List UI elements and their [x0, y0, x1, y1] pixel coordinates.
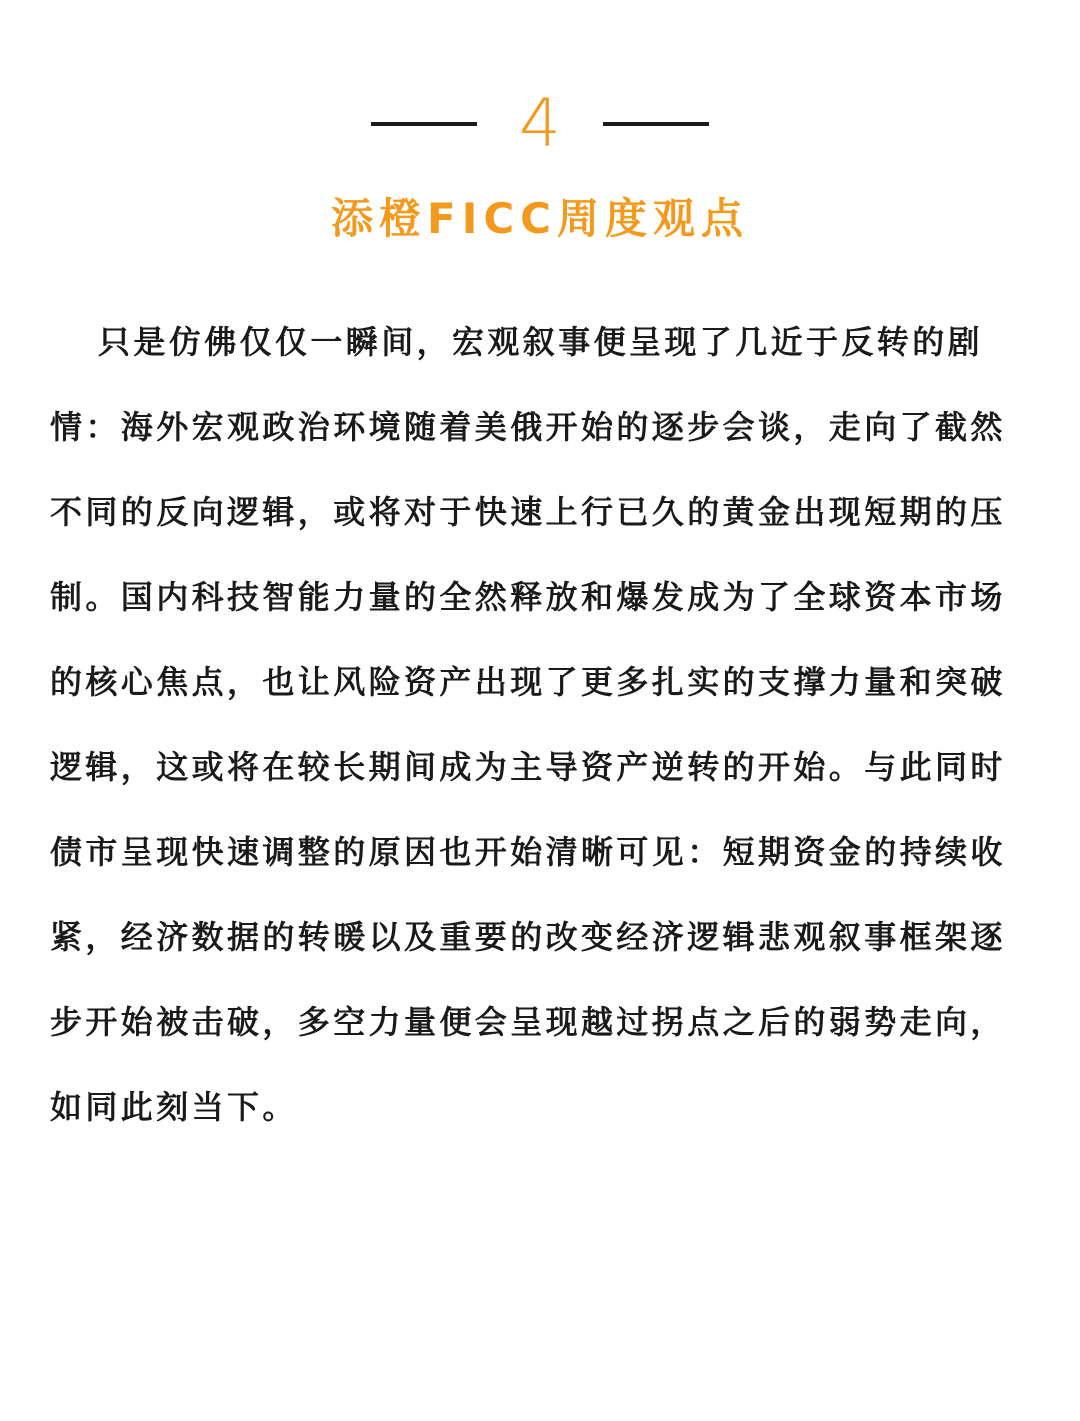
section-number-row [0, 85, 1080, 162]
right-divider [603, 122, 709, 126]
section-title: 添橙FICC周度观点 [331, 194, 749, 243]
section-number: 4 [519, 85, 561, 162]
article-paragraph: 只是仿佛仅仅一瞬间，宏观叙事便呈现了几近于反转的剧情：海外宏观政治环境随着美俄开始的逐步会谈，走向了截然不同的反向逻辑，或将对于快速上行已久的黄金出现短期的压制。国内科技智能力量的全然释放和爆发成为了全球资本市场的核心焦点，也让风险资产出现了更多扎实的支撑力量和突破逻辑，这或将在较长期间成为主导资产逆转的开始。与此同时债市呈现快速调整的原因也开始清晰可见：短期资金的持续收紧，经济数据的转暖以及重要的改变经济逻辑悲观叙事框架逐步开始被击破，多空力量便会呈现越过拐点之后的弱势走向，如同此刻当下。 [50, 323, 1006, 1126]
left-divider [371, 122, 477, 126]
